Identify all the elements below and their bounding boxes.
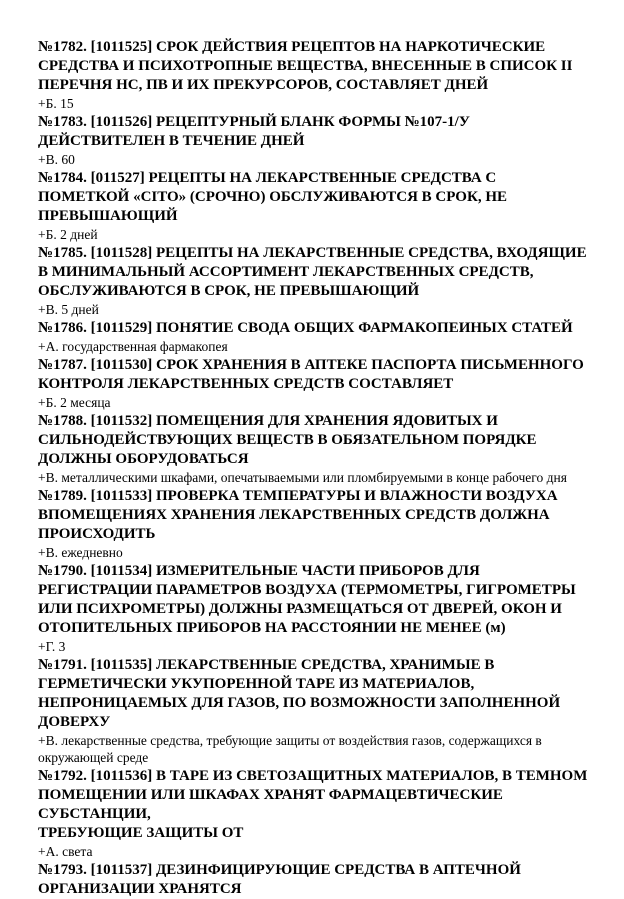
question-item-1792 [38,767,590,860]
answer-text: +В. ежедневно [38,545,123,560]
question-text: №1785. [1011528] РЕЦЕПТЫ НА ЛЕКАРСТВЕННЫЕ СРЕДСТВА, ВХОДЯЩИЕ В МИНИМАЛЬНЫЙ АССОРТИМЕНТ ЛЕКАРСТВЕННЫХ СРЕДСТВ, ОБСЛУЖИВАЮТСЯ В СРОК, НЕ ПРЕВЫШАЮЩИЙ [38,245,587,299]
question-text: №1787. [1011530] СРОК ХРАНЕНИЯ В АПТЕКЕ ПАСПОРТА ПИСЬМЕННОГО КОНТРОЛЯ ЛЕКАРСТВЕННЫХ СРЕДСТВ СОСТАВЛЯЕТ [38,357,584,392]
question-text: №1789. [1011533] ПРОВЕРКА ТЕМПЕРАТУРЫ И ВЛАЖНОСТИ ВОЗДУХА ВПОМЕЩЕНИЯХ ХРАНЕНИЯ ЛЕКАРСТВЕННЫХ СРЕДСТВ ДОЛЖНА ПРОИСХОДИТЬ [38,488,558,542]
answer-text: +В. 5 дней [38,302,99,317]
question-item-1793 [38,861,590,899]
answer-text: +Б. 2 месяца [38,395,111,410]
question-item-1782 [38,38,590,112]
document-page [38,38,590,899]
answer-text: +Б. 15 [38,96,74,111]
answer-text: +Г. 3 [38,639,66,654]
answer-text: +В. 60 [38,152,75,167]
question-text: №1782. [1011525] СРОК ДЕЙСТВИЯ РЕЦЕПТОВ НА НАРКОТИЧЕСКИЕ СРЕДСТВА И ПСИХОТРОПНЫЕ ВЕЩЕСТВА, ВНЕСЕННЫЕ В СПИСОК II ПЕРЕЧНЯ НС, ПВ И ИХ ПРЕКУРСОРОВ, СОСТАВЛЯЕТ ДНЕЙ [38,39,573,93]
question-text: №1792. [1011536] В ТАРЕ ИЗ СВЕТОЗАЩИТНЫХ МАТЕРИАЛОВ, В ТЕМНОМ ПОМЕЩЕНИИ ИЛИ ШКАФАХ ХРАНЯТ ФАРМАЦЕВТИЧЕСКИЕ СУБСТАНЦИИ, [38,768,588,822]
question-item-1789 [38,487,590,561]
question-item-1788 [38,412,590,486]
question-text: №1791. [1011535] ЛЕКАРСТВЕННЫЕ СРЕДСТВА, ХРАНИМЫЕ В ГЕРМЕТИЧЕСКИ УКУПОРЕННОЙ ТАРЕ ИЗ МАТЕРИАЛОВ, НЕПРОНИЦАЕМЫХ ДЛЯ ГАЗОВ, ПО ВОЗМОЖНОСТИ ЗАПОЛНЕННОЙ ДОВЕРХУ [38,657,561,730]
question-text: №1786. [1011529] ПОНЯТИЕ СВОДА ОБЩИХ ФАРМАКОПЕИНЫХ СТАТЕЙ [38,320,573,336]
question-item-1785 [38,244,590,318]
answer-text: +В. металлическими шкафами, опечатываемыми или пломбируемыми в конце рабочего дня [38,470,567,485]
question-item-1786 [38,319,590,355]
question-text: №1793. [1011537] ДЕЗИНФИЦИРУЮЩИЕ СРЕДСТВА В АПТЕЧНОЙ ОРГАНИЗАЦИИ ХРАНЯТСЯ [38,862,521,897]
question-item-1790 [38,562,590,655]
question-text: №1788. [1011532] ПОМЕЩЕНИЯ ДЛЯ ХРАНЕНИЯ ЯДОВИТЫХ И СИЛЬНОДЕЙСТВУЮЩИХ ВЕЩЕСТВ В ОБЯЗАТЕЛЬНОМ ПОРЯДКЕ ДОЛЖНЫ ОБОРУДОВАТЬСЯ [38,413,537,467]
question-text: №1790. [1011534] ИЗМЕРИТЕЛЬНЫЕ ЧАСТИ ПРИБОРОВ ДЛЯ РЕГИСТРАЦИИ ПАРАМЕТРОВ ВОЗДУХА (ТЕРМОМЕТРЫ, ГИГРОМЕТРЫ ИЛИ ПСИХРОМЕТРЫ) ДОЛЖНЫ РАЗМЕЩАТЬСЯ ОТ ДВЕРЕЙ, ОКОН И ОТОПИТЕЛЬНЫХ ПРИБОРОВ НА РАССТОЯНИИ НЕ МЕНЕЕ (м) [38,563,576,636]
question-item-1784 [38,169,590,243]
question-item-1787 [38,356,590,411]
question-text: №1783. [1011526] РЕЦЕПТУРНЫЙ БЛАНК ФОРМЫ №107-1/У ДЕЙСТВИТЕЛЕН В ТЕЧЕНИЕ ДНЕЙ [38,114,470,149]
question-item-1783 [38,113,590,168]
question-text-continuation: ТРЕБУЮЩИЕ ЗАЩИТЫ ОТ [38,825,244,841]
answer-text: +В. лекарственные средства, требующие защиты от воздействия газов, содержащихся в окружающей среде [38,733,542,765]
question-item-1791 [38,656,590,766]
answer-text: +А. государственная фармакопея [38,339,228,354]
answer-text: +А. света [38,844,93,859]
question-text: №1784. [011527] РЕЦЕПТЫ НА ЛЕКАРСТВЕННЫЕ СРЕДСТВА С ПОМЕТКОЙ «CITO» (СРОЧНО) ОБСЛУЖИВАЮТСЯ В СРОК, НЕ ПРЕВЫШАЮЩИЙ [38,170,508,224]
answer-text: +Б. 2 дней [38,227,98,242]
